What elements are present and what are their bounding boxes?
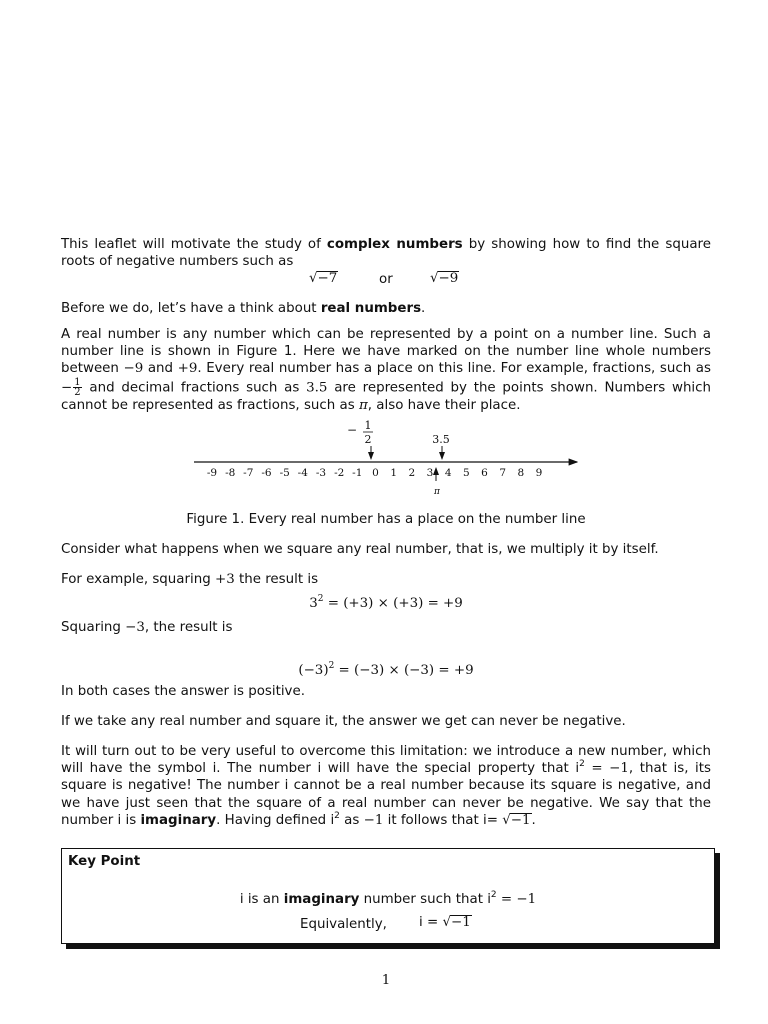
intro-paragraph [61,236,711,270]
real-numbers-term: real numbers [320,301,422,316]
both-cases-paragraph: In both cases the answer is positive. [61,684,305,699]
tick-label: 8 [517,467,525,479]
equation-minus-three: $(-3)^2 = (-3) \times (-3) = +9$ [298,661,474,678]
real-number-paragraph: A real number is any number which can be represented by a point on a number line. Such a number line is shown in Figure 1. Here we have marked on the number line whole numbers between −9 and +9. Every real number has a place on this line. For example, fractions, such as − $\frac{1}{2}$ and decimal fractions such as 3.5 are represented by the points shown. Numbers which cannot be represented as fractions, such as π, also have their place. [61,327,712,413]
tick-label: -1 [352,467,363,479]
half-minus-sign: − [347,423,358,437]
tick-labels [207,467,542,479]
figure-caption: Figure 1. Every real number has a place on the number line [186,512,586,527]
tick-label: 1 [390,467,398,479]
tick-label: -2 [334,467,345,479]
consider-paragraph: Consider what happens when we square any real number, that is, we multiply it by itself. [61,542,659,557]
key-point-equivalently: Equivalently, [300,917,387,932]
never-negative-paragraph: If we take any real number and square it, the answer we get can never be negative. [61,714,626,729]
tick-label: 6 [481,467,488,479]
tick-label: -3 [315,467,327,479]
pi-label: π [434,487,440,497]
tick-label: 7 [499,467,507,479]
tick-label: 9 [535,467,543,479]
intro-text: This leaflet will motivate the study of [61,237,327,252]
tick-label: 5 [462,467,470,479]
tick-label: -5 [279,467,290,479]
tick-label: -6 [261,467,272,479]
key-point-line-1: i is an imaginary number such that $i^2 = -1$ [239,890,537,907]
key-point-line-2: i = √−1 [419,915,471,930]
half-numerator: 1 [364,419,372,432]
squaring-paragraph: Squaring −3, the result is [61,620,233,635]
tick-label: 4 [444,467,452,479]
equation-plus-three: $3^2 = (+3) \times (+3) = +9$ [309,594,463,611]
tick-label: -4 [297,467,308,479]
tick-label: 0 [372,467,379,479]
sqrt-minus-one: √−1 [502,812,531,828]
tick-label: 2 [408,467,416,479]
key-point-box [61,848,715,944]
complex-numbers-term: complex numbers [326,237,463,252]
tick-label: -7 [243,467,254,479]
page-number: 1 [381,973,391,988]
imaginary-term: imaginary [140,812,217,828]
tick-label: 3 [426,467,434,479]
key-point-title: Key Point [68,854,141,869]
example-paragraph: For example, squaring +3 the result is [61,572,319,587]
or-word: or [379,272,393,287]
tick-label: -8 [225,467,236,479]
tick-label: -9 [206,467,218,479]
before-paragraph: Before we do, let’s have a think about real numbers. [61,301,426,316]
number-line-figure [0,415,768,500]
sqrt-minus-9: √−9 [430,271,459,286]
decimal-label: 3.5 [432,433,450,446]
half-fraction: $\frac{1}{2}$ [74,376,81,398]
half-denominator: 2 [364,433,372,446]
sqrt-minus-7: √−7 [309,271,338,286]
imaginary-paragraph: It will turn out to be very useful to overcome this limitation: we introduce a new number, which will have the symbol i. The number i will have the special property that $i^2 = -1$, that is, its square is negative! The number i cannot be a real number because its square is negative, and we have just seen that the square of a real number can never be negative. We say that the number i is imaginary. Having defined $i^2$ as −1 it follows that i= √−1. [61,744,711,828]
intro-text-2: by showing how to find the square roots of negative numbers such as [61,237,711,270]
